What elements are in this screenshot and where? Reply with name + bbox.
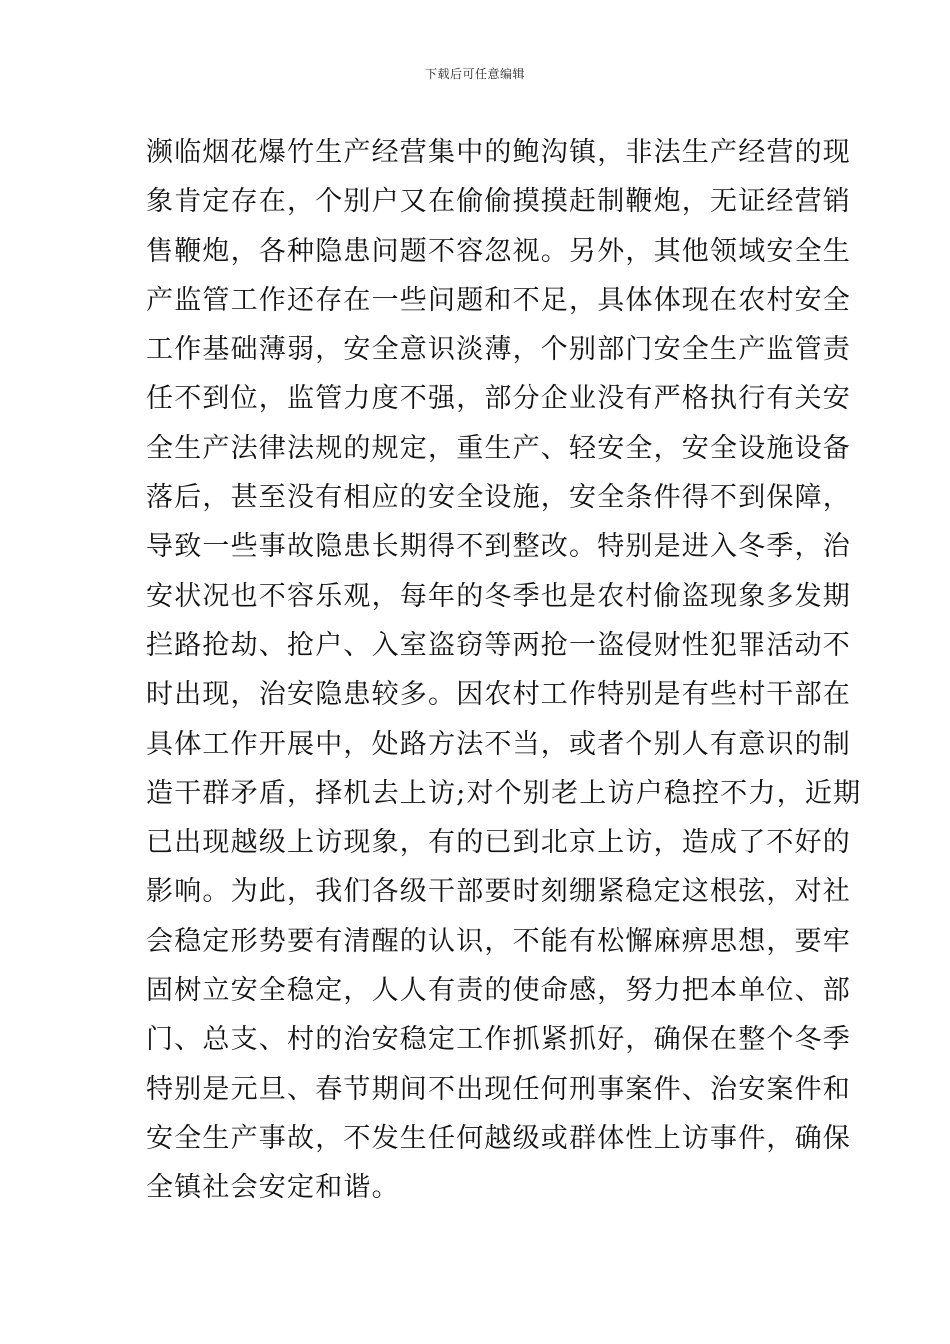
text-line: 濒临烟花爆竹生产经营集中的鲍沟镇，非法生产经营的现 xyxy=(146,137,851,168)
text-line: 固树立安全稳定，人人有责的使命感，努力把本单位、部 xyxy=(146,975,851,1007)
text-line: 产监管工作还存在一些问题和不足，具体体现在农村安全 xyxy=(146,284,851,316)
text-line: 工作基础薄弱，安全意识淡薄，个别部门安全生产监管责 xyxy=(146,334,851,366)
text-line: 安状况也不容乐观，每年的冬季也是农村偷盗现象多发期 xyxy=(146,580,851,612)
text-line: 已出现越级上访现象，有的已到北京上访，造成了不好的 xyxy=(146,827,851,859)
text-line: 具体工作开展中，处路方法不当，或者个别人有意识的制 xyxy=(146,728,851,760)
text-line: 影响。为此，我们各级干部要时刻绷紧稳定这根弦，对社 xyxy=(146,876,851,908)
text-line: 任不到位，监管力度不强，部分企业没有严格执行有关安 xyxy=(146,383,851,415)
text-line: 拦路抢劫、抢户、入室盗窃等两抢一盗侵财性犯罪活动不 xyxy=(146,629,851,661)
text-line: 象肯定存在，个别户又在偷偷摸摸赶制鞭炮，无证经营销 xyxy=(146,186,851,218)
text-line: 特别是元旦、春节期间不出现任何刑事案件、治安案件和 xyxy=(146,1073,851,1105)
text-line: 门、总支、村的治安稳定工作抓紧抓好，确保在整个冬季 xyxy=(146,1024,851,1056)
text-line: 全生产法律法规的规定，重生产、轻安全，安全设施设备 xyxy=(146,432,851,464)
text-line: 安全生产事故，不发生任何越级或群体性上访事件，确保 xyxy=(146,1122,851,1154)
text-line: 落后，甚至没有相应的安全设施，安全条件得不到保障， xyxy=(146,482,851,514)
text-line: 全镇社会安定和谐。 xyxy=(146,1172,400,1204)
text-line: 会稳定形势要有清醒的认识，不能有松懈麻痹思想，要牢 xyxy=(146,925,851,957)
text-line: 造干群矛盾，择机去上访;对个别老上访户稳控不力，近期 xyxy=(146,777,862,809)
text-line: 时出现，治安隐患较多。因农村工作特别是有些村干部在 xyxy=(146,679,851,711)
page-header: 下载后可任意编辑 xyxy=(424,67,525,81)
text-line: 导致一些事故隐患长期得不到整改。特别是进入冬季，治 xyxy=(146,531,851,563)
body-paragraph xyxy=(146,128,862,1213)
text-line: 售鞭炮，各种隐患问题不容忽视。另外，其他领域安全生 xyxy=(146,235,851,267)
